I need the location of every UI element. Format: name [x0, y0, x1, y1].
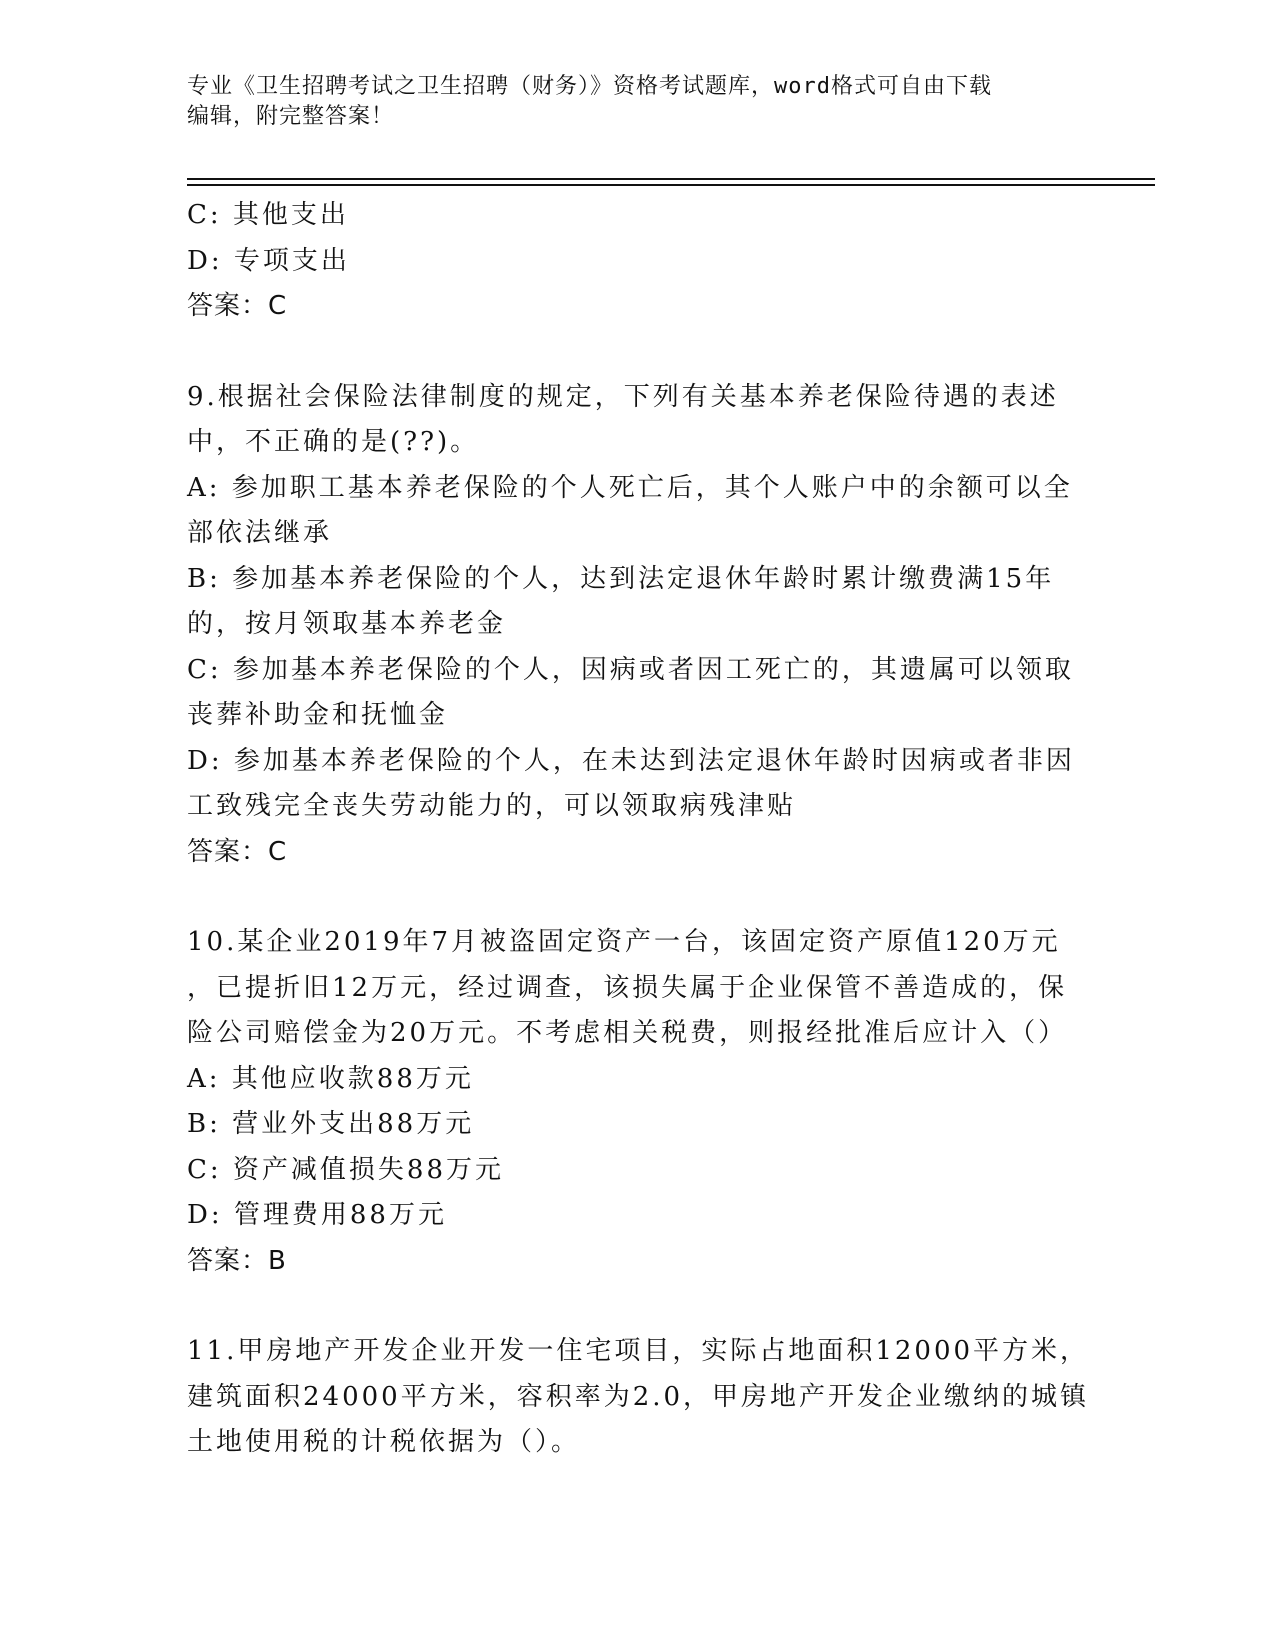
- question-11: [187, 1329, 1090, 1466]
- document-header: [187, 72, 1087, 132]
- option-c: C: 资产减值损失88万元: [187, 1154, 505, 1185]
- option-d: D: 管理费用88万元: [187, 1200, 447, 1230]
- option-a: 部依法继承: [187, 518, 333, 548]
- question-stem: 9.根据社会保险法律制度的规定，下列有关基本养老保险待遇的表述: [187, 381, 1059, 412]
- spacer: [187, 330, 1087, 375]
- question-stem: 11.甲房地产开发企业开发一住宅项目，实际占地面积12000平方米，: [187, 1336, 1090, 1366]
- option-c: C: 其他支出: [187, 200, 349, 230]
- question-stem: 中，不正确的是(??)。: [187, 427, 480, 457]
- option-d: 工致残完全丧失劳动能力的，可以领取病残津贴: [187, 791, 797, 821]
- option-b: B: 营业外支出88万元: [187, 1109, 475, 1139]
- option-d: D: 参加基本养老保险的个人，在未达到法定退休年龄时因病或者非因: [187, 745, 1075, 776]
- answer-line: 答案：C: [187, 836, 288, 867]
- header-divider-top: [187, 178, 1155, 180]
- header-divider-bottom: [187, 184, 1155, 186]
- question-stem: 10.某企业2019年7月被盗固定资产一台，该固定资产原值120万元: [187, 927, 1061, 957]
- option-b: 的，按月领取基本养老金: [187, 609, 507, 639]
- document-body: [187, 193, 1090, 1466]
- answer-line: 答案：C: [187, 291, 288, 321]
- option-a: A: 其他应收款88万元: [187, 1063, 474, 1094]
- question-stem: ，已提折旧12万元，经过调查，该损失属于企业保管不善造成的，保: [187, 972, 1068, 1003]
- spacer: [187, 1284, 1087, 1329]
- option-a: A: 参加职工基本养老保险的个人死亡后，其个人账户中的余额可以全: [187, 472, 1073, 503]
- spacer: [187, 875, 1087, 920]
- option-c: 丧葬补助金和抚恤金: [187, 700, 449, 730]
- question-stem: 建筑面积24000平方米，容积率为2.0，甲房地产开发企业缴纳的城镇: [187, 1381, 1090, 1412]
- option-d: D: 专项支出: [187, 245, 350, 276]
- option-b: B: 参加基本养老保险的个人，达到法定退休年龄时累计缴费满15年: [187, 563, 1055, 594]
- header-line-2: 编辑，附完整答案！: [187, 104, 395, 129]
- question-stem: 险公司赔偿金为20万元。不考虑相关税费，则报经批准后应计入（）: [187, 1018, 1068, 1048]
- answer-line: 答案：B: [187, 1245, 287, 1276]
- option-c: C: 参加基本养老保险的个人，因病或者因工死亡的，其遗属可以领取: [187, 654, 1074, 685]
- previous-question-tail: [187, 193, 1087, 330]
- header-line-1: 专业《卫生招聘考试之卫生招聘（财务）》资格考试题库，word格式可自由下载: [187, 74, 992, 99]
- question-stem: 土地使用税的计税依据为（）。: [187, 1427, 581, 1457]
- question-9: [187, 375, 1087, 876]
- question-10: [187, 920, 1087, 1284]
